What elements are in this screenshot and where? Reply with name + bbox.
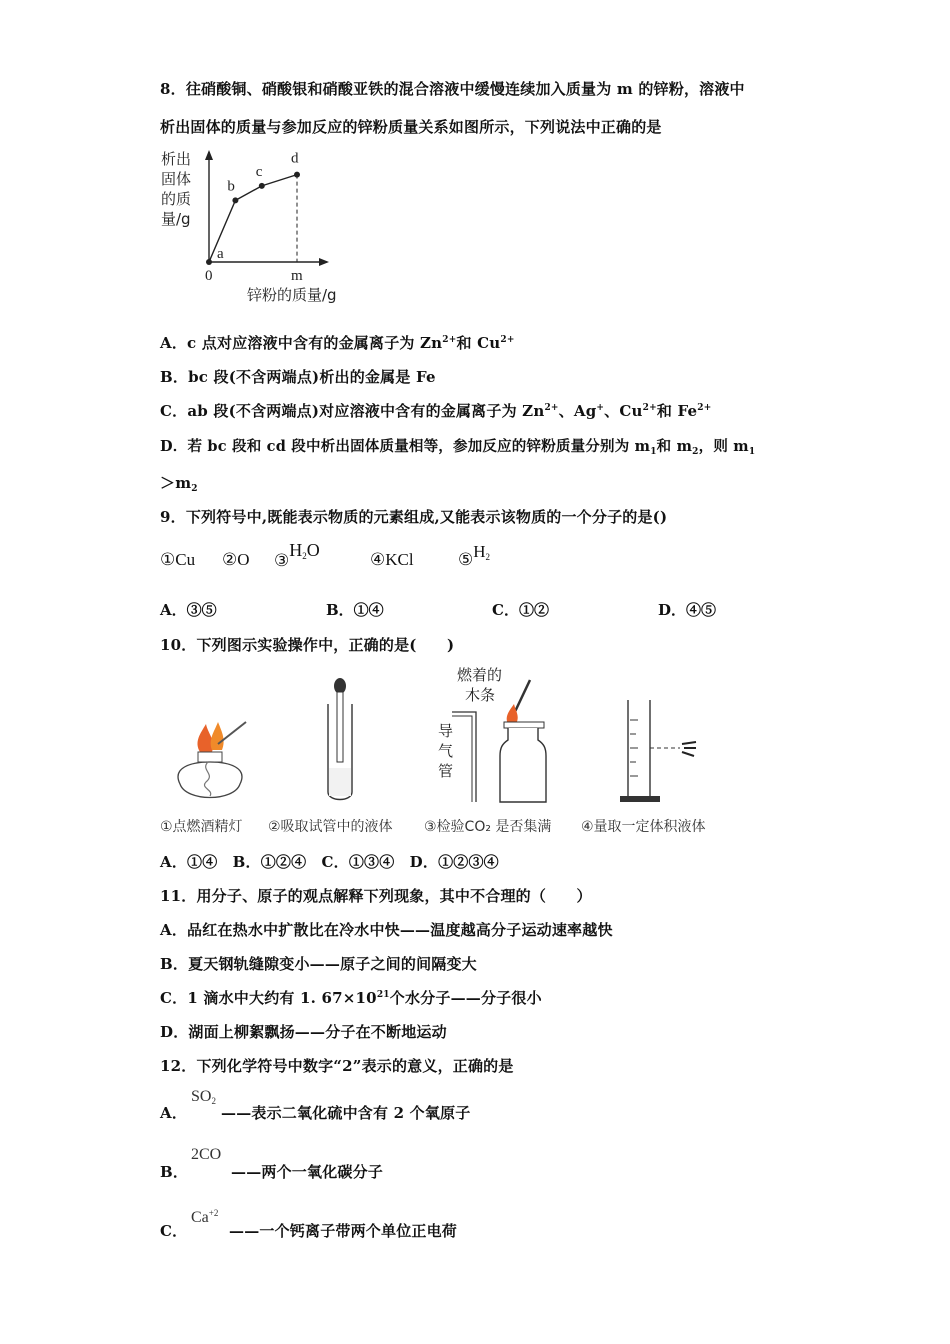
q12-stem: 12．下列化学符号中数字“2”表示的意义，正确的是 [160, 1057, 514, 1075]
q9-option-a: A．③⑤ [160, 601, 217, 619]
q8-stem-line2: 析出固体的质量与参加反应的锌粉质量关系如图所示，下列说法中正确的是 [160, 118, 662, 136]
q8-option-b: B．bc 段(不含两端点)析出的金属是 Fe [160, 368, 436, 386]
q11-option-b: B．夏天钢轨缝隙变小——原子之间的间隔变大 [160, 955, 477, 973]
gas-tube-label-2: 气 [438, 742, 454, 760]
q12-option-a-label: A． [160, 1104, 188, 1122]
y-axis-arrow [205, 150, 213, 160]
q11-option-a: A．品红在热水中扩散比在冷水中快——温度越高分子运动速率越快 [160, 921, 613, 939]
q10-caption-4: ④量取一定体积液体 [581, 819, 706, 835]
q9-symbol-4: ④KCl [370, 550, 414, 569]
burning-stick-label-line1: 燃着的 [457, 666, 503, 684]
q9-symbol-5: $⑤H_2$ [458, 542, 491, 569]
q11-stem: 11．用分子、原子的观点解释下列现象，其中不合理的（ ） [160, 887, 592, 905]
lamp-flame [198, 724, 214, 752]
data-point [206, 259, 212, 265]
y-axis-label: 固体 [161, 170, 192, 188]
y-axis-label: 析出 [161, 150, 192, 168]
gas-tube-label-1: 导 [438, 722, 454, 740]
graduated-cylinder-figure [620, 700, 696, 802]
q12-option-c-text: ——一个钙离子带两个单位正电荷 [229, 1222, 458, 1240]
lamp-neck [198, 752, 222, 762]
data-point-label: b [227, 178, 235, 195]
q12-option-b-label: B． [160, 1163, 189, 1181]
q8-option-a: A．c 点对应溶液中含有的金属离子为 $Zn^{2+}$和 $Cu^{2+}$ [160, 334, 515, 352]
x-axis-label: 锌粉的质量/g [247, 286, 337, 304]
q12-option-b-text: ——两个一氧化碳分子 [231, 1163, 384, 1181]
gas-bottle-figure [438, 666, 546, 802]
q8-option-d: D．若 bc 段和 cd 段中析出固体质量相等，参加反应的锌粉质量分别为 $m_1$和 $m_2$，则 $m_1$ [160, 438, 756, 457]
data-point [259, 183, 265, 189]
gas-tube-inner [452, 716, 472, 802]
q10-caption-1: ①点燃酒精灯 [160, 819, 243, 835]
q10-caption-3: ③检验CO₂ 是否集满 [424, 819, 552, 835]
bottle-cap [504, 722, 544, 728]
q12-option-c-formula: $Ca^{+2}$ [191, 1208, 219, 1226]
gas-tube-label-3: 管 [438, 762, 454, 780]
cylinder-base [620, 796, 660, 802]
dropper-figure [328, 678, 352, 800]
q8-stem-line1: 8．往硝酸铜、硝酸银和硝酸亚铁的混合溶液中缓慢连续加入质量为 m 的锌粉，溶液中 [160, 80, 745, 98]
gas-bottle [500, 728, 546, 802]
x-tick-label: m [291, 268, 303, 284]
q9-option-c: C．①② [492, 601, 549, 619]
y-axis-label: 的质 [161, 190, 192, 208]
q12-option-c-label: C． [160, 1222, 188, 1240]
q9-stem: 9．下列符号中,既能表示物质的元素组成,又能表示该物质的一个分子的是() [160, 508, 668, 526]
eye-icon [682, 742, 696, 756]
q12-option-b-formula: 2CO [191, 1146, 222, 1163]
q12-option-a-formula: $SO_2$ [191, 1088, 216, 1106]
tube-liquid [329, 768, 351, 796]
q10-caption-2: ②吸取试管中的液体 [268, 819, 393, 835]
q8-option-d-cont: $>m_2$ [160, 474, 198, 494]
q10-stem: 10．下列图示实验操作中，正确的是( ) [160, 636, 455, 654]
q9-option-d: D．④⑤ [658, 601, 717, 619]
burning-stick-label-line2: 木条 [465, 686, 496, 704]
q9-option-b: B．①④ [326, 601, 384, 619]
origin-label: 0 [205, 268, 213, 284]
match-stick [218, 722, 246, 744]
q10-experiment-figures [160, 664, 740, 814]
q11-option-c: C．1 滴水中大约有 1. $67\times 10^{21}$个水分子——分子很小 [160, 989, 542, 1007]
q9-symbol-2: ②O [222, 550, 250, 569]
q9-symbol-3: $③H_2O$ [274, 540, 320, 570]
q8-chart [155, 140, 355, 310]
y-axis-label: 量/g [161, 210, 191, 228]
q11-option-d: D．湖面上柳絮飘扬——分子在不断地运动 [160, 1023, 447, 1041]
q12-option-a-text: ——表示二氧化硫中含有 2 个氧原子 [221, 1104, 471, 1122]
alcohol-lamp-figure [178, 722, 246, 798]
data-point [232, 197, 238, 203]
data-point-label: d [291, 150, 299, 167]
data-point [294, 172, 300, 178]
lamp-flame-second [211, 722, 224, 750]
q9-symbol-1: ①Cu [160, 550, 196, 569]
dropper-glass [337, 692, 343, 762]
data-point-label: c [255, 163, 263, 180]
data-point-label: a [217, 246, 224, 262]
q8-option-c: C．ab 段(不含两端点)对应溶液中含有的金属离子为 $Zn^{2+}$、Ag+、$Cu^{2+}$和 $Fe^{2+}$ [160, 402, 712, 420]
x-axis-arrow [319, 258, 329, 266]
q10-options: A．①④ B．①②④ C．①③④ D．①②③④ [160, 853, 499, 871]
